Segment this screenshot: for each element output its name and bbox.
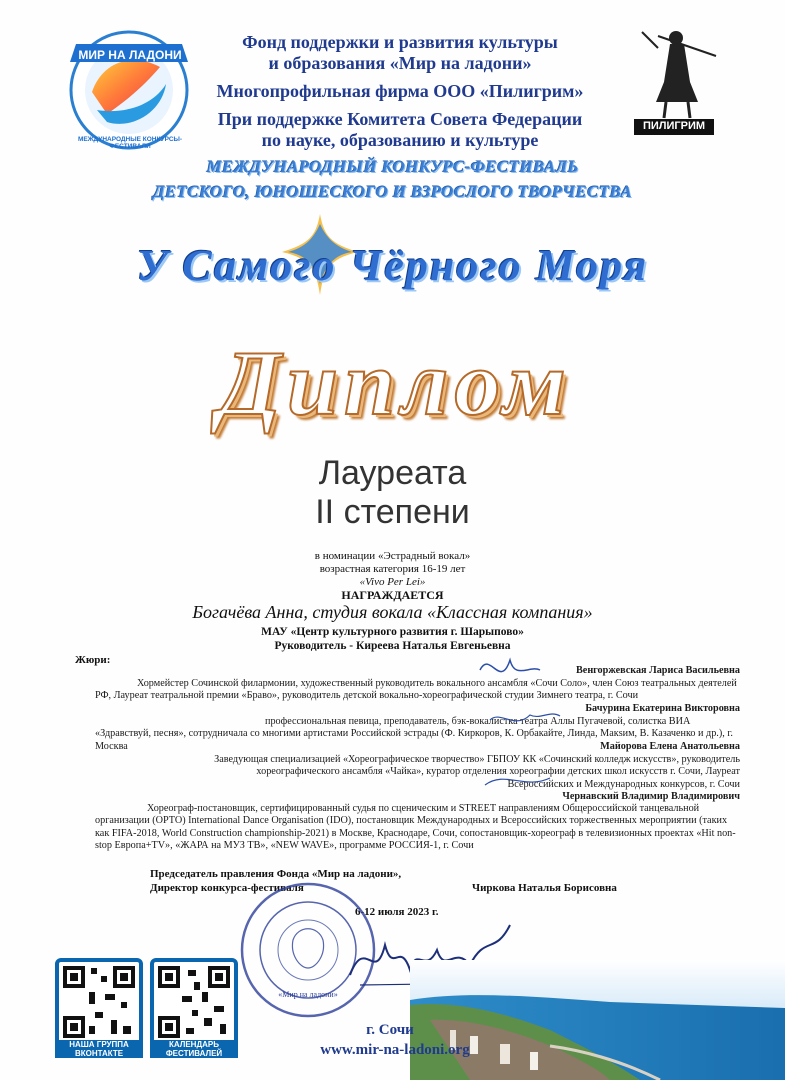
jury-signatures [470, 650, 570, 800]
qr-calendar-label-1: КАЛЕНДАРЬ [150, 1040, 238, 1049]
diploma-title: Диплом [218, 332, 572, 434]
awarded-label: НАГРАЖДАЕТСЯ [341, 588, 444, 602]
jury-member-3-desc: Заведующая специализацией «Хореографическое творчество» ГБПОУ КК «Сочинский колледж искусств», руководитель хореографического ансамбля «Чайка», куратор отделения хореографии детских школ искусств г. Сочи, Лауреат Всероссийских и Международных конкурсов, г. Сочи [214, 754, 740, 790]
jury-member-4-name: Чернавский Владимир Владимирович [562, 791, 740, 802]
logo-top-text: МИР НА ЛАДОНИ [78, 48, 182, 62]
degree-line-1: Лауреата [318, 454, 467, 492]
mir-na-ladoni-logo [62, 22, 197, 152]
leader: Руководитель - Киреева Наталья Евгеньевна [274, 640, 511, 652]
qr-vk-label-2: ВКОНТАКТЕ [55, 1049, 143, 1058]
jury-member-1-desc: Хормейстер Сочинской филармонии, художественный руководитель вокального ансамбля «Сочи Соло», член Союз театральных деятелей РФ, Лауреат театральной премии «Браво», руководитель детской вокально-хореографической студии Зимнего театра, г. Сочи [95, 678, 737, 702]
qr-vk-group[interactable] [55, 958, 143, 1046]
festival-name: У Самого Чёрного Моря [136, 241, 649, 290]
header-line-2: и образования «Мир на ладони» [268, 53, 532, 73]
degree-line-2: II степени [315, 493, 470, 531]
jury-member-1-name: Венгоржевская Лариса Васильевна [576, 665, 740, 676]
jury-member-2-name: Бачурина Екатерина Викторовна [585, 703, 740, 714]
nomination: в номинации «Эстрадный вокал» [314, 550, 471, 562]
performed-piece: «Vivo Per Lei» [359, 576, 426, 588]
festival-line-2: ДЕТСКОГО, ЮНОШЕСКОГО И ВЗРОСЛОГО ТВОРЧЕСТВА [152, 182, 633, 201]
sochi-coast-image [410, 960, 785, 1080]
festival-line-1: МЕЖДУНАРОДНЫЙ КОНКУРС-ФЕСТИВАЛЬ [206, 157, 579, 176]
jury-member-3-name: Майорова Елена Анатольевна [600, 741, 740, 752]
signer-name: Чиркова Наталья Борисовна [472, 882, 617, 894]
age-category: возрастная категория 16-19 лет [319, 563, 466, 575]
logo-ring-text: МЕЖДУНАРОДНЫЕ КОНКУРСЫ-ФЕСТИВАЛИ [77, 136, 183, 150]
header-line-4: При поддержке Комитета Совета Федерации [217, 109, 583, 129]
header-line-5: по науке, образованию и культуре [261, 130, 539, 150]
qr-festival-calendar[interactable] [150, 958, 238, 1046]
qr-vk-label-1: НАША ГРУППА [55, 1040, 143, 1049]
director-title: Директор конкурса-фестиваля [150, 882, 304, 894]
recipient-name: Богачёва Анна, студия вокала «Классная компания» [192, 602, 593, 622]
footer-city: г. Сочи [366, 1022, 414, 1038]
footer-site[interactable]: www.mir-na-ladoni.org [320, 1042, 470, 1058]
jury-member-2-desc: профессиональная певица, преподаватель, бэк-вокалистка театра Аллы Пугачевой, солистка ВИА «Здравствуй, песня», сотрудничала со многими артистами Российской эстрады (Ф. Киркоров, К. Орбакайте, Линда, Макsим, В. Казаченко и др.), г. Москва [95, 716, 733, 752]
institution: МАУ «Центр культурного развития г. Шарыпово» [261, 626, 524, 638]
stamp-inner-text: «Мир на ладони» [278, 990, 338, 999]
piligrim-logo [628, 22, 720, 137]
piligrim-label: ПИЛИГРИМ [642, 120, 706, 132]
header-block [190, 32, 610, 151]
jury-member-4-desc: Хореограф-постановщик, сертифицированный судья по сценическим и STREET направлениям Общероссийской танцевальной организации (ОРТО) International Dance Organisation (IDO), постановщик Международных и Всероссийских торжественных мероприятии (таких как FIFA-2018, World Construction championship-2021) в Москве, Краснодаре, Сочи, сопостановщик-хореограф в телевизионных проектах «Hit non-stop Европа+TV», «ЖАРА на МУЗ ТВ», «NEW WAVE», программе РОССИЯ-1, г. Сочи [95, 803, 736, 852]
header-line-3: Многопрофильная фирма ООО «Пилигрим» [216, 81, 584, 101]
qr-calendar-label-2: ФЕСТИВАЛЕЙ [150, 1049, 238, 1058]
header-line-1: Фонд поддержки и развития культуры [242, 32, 558, 52]
chair-title: Председатель правления Фонда «Мир на ладони», [150, 868, 402, 880]
event-date: 6-12 июля 2023 г. [355, 906, 439, 918]
jury-label: Жюри: [75, 654, 111, 666]
